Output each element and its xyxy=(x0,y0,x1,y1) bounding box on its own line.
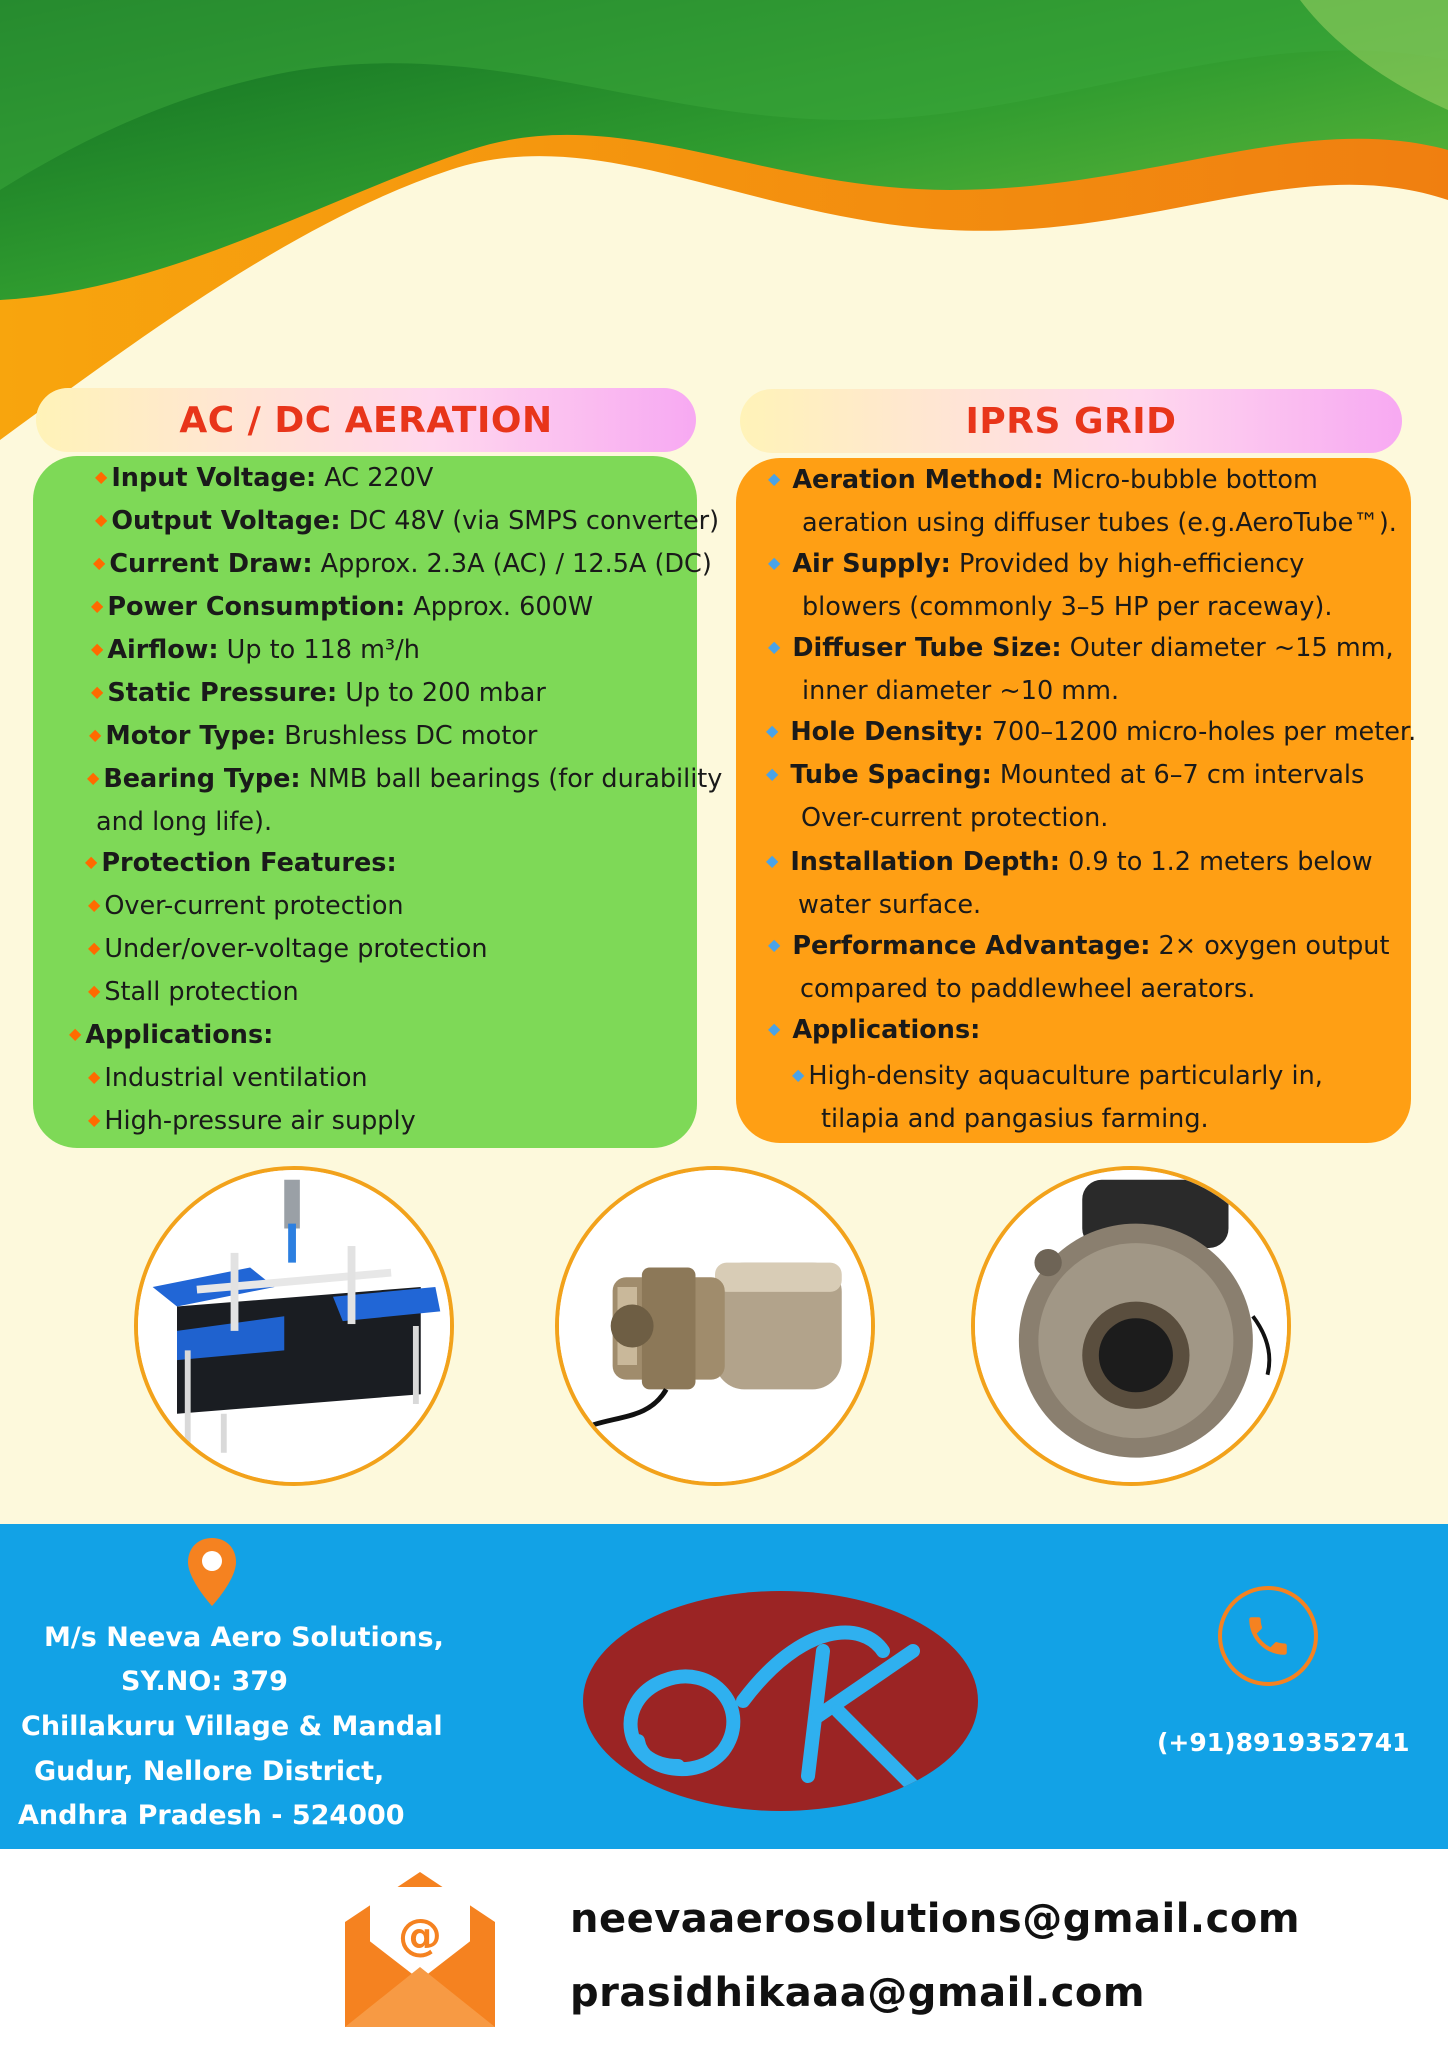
diamond-bullet-icon: ◆ xyxy=(766,851,779,870)
diamond-bullet-icon: ◆ xyxy=(768,553,781,572)
address-line-district: Gudur, Nellore District, xyxy=(34,1756,385,1787)
spec-row: ◆ Air Supply: Provided by high-efficiency xyxy=(768,549,1305,579)
spec-row-continued: compared to paddlewheel aerators. xyxy=(800,974,1256,1004)
diamond-bullet-icon: ◆ xyxy=(69,1024,82,1043)
ac-dc-spec-panel xyxy=(33,456,723,1148)
applications-heading: ◆ Applications: xyxy=(69,1020,274,1050)
spec-row: ◆ Bearing Type: NMB ball bearings (for durability xyxy=(87,764,723,794)
spec-row: ◆ Input Voltage: AC 220V xyxy=(95,463,434,493)
diamond-bullet-icon: ◆ xyxy=(768,1019,781,1038)
application-item: ◆ Industrial ventilation xyxy=(88,1063,368,1093)
spec-row: ◆ Output Voltage: DC 48V (via SMPS converter) xyxy=(95,506,720,536)
blower-motor-photo xyxy=(555,1166,875,1486)
ac-dc-title-pill xyxy=(36,388,696,452)
spec-row-continued: and long life). xyxy=(96,807,273,837)
diamond-bullet-icon: ◆ xyxy=(95,510,108,529)
diamond-bullet-icon: ◆ xyxy=(89,725,102,744)
diamond-bullet-icon: ◆ xyxy=(91,682,104,701)
spec-row: ◆ Power Consumption: Approx. 600W xyxy=(91,592,594,622)
diamond-bullet-icon: ◆ xyxy=(88,938,101,957)
spec-row-continued: water surface. xyxy=(798,890,982,920)
spec-row: ◆ Performance Advantage: 2× oxygen output xyxy=(768,931,1390,961)
ac-dc-title: AC / DC AERATION xyxy=(179,399,553,441)
protection-item: ◆ Over-current protection xyxy=(88,891,404,921)
diamond-bullet-icon: ◆ xyxy=(88,895,101,914)
email-secondary[interactable]: prasidhikaaa@gmail.com xyxy=(570,1970,1146,2016)
spec-row: ◆ Hole Density: 700–1200 micro-holes per meter. xyxy=(766,717,1417,747)
spec-row-continued: inner diameter ~10 mm. xyxy=(802,676,1120,706)
diamond-bullet-icon: ◆ xyxy=(87,768,100,787)
diamond-bullet-icon: ◆ xyxy=(88,981,101,1000)
iprs-title-pill xyxy=(740,389,1402,453)
application-item-continued: tilapia and pangasius farming. xyxy=(821,1104,1209,1134)
email-area xyxy=(0,1849,1448,2048)
phone-number[interactable]: (+91)8919352741 xyxy=(1157,1728,1410,1757)
address-line-company: M/s Neeva Aero Solutions, xyxy=(44,1622,444,1653)
applications-heading: ◆ Applications: xyxy=(768,1015,981,1045)
spec-row: ◆ Aeration Method: Micro-bubble bottom xyxy=(768,465,1318,495)
iprs-title: IPRS GRID xyxy=(965,400,1177,442)
spec-row: ◆ Installation Depth: 0.9 to 1.2 meters below xyxy=(766,847,1373,877)
diamond-bullet-icon: ◆ xyxy=(768,637,781,656)
spec-row-continued: Over-current protection. xyxy=(801,803,1109,833)
diamond-bullet-icon: ◆ xyxy=(85,852,98,871)
diamond-bullet-icon: ◆ xyxy=(792,1065,805,1084)
aerator-photo xyxy=(134,1166,454,1486)
spec-row: ◆ Diffuser Tube Size: Outer diameter ~15 mm, xyxy=(768,633,1394,663)
spec-row: ◆ Current Draw: Approx. 2.3A (AC) / 12.5A (DC) xyxy=(93,549,712,579)
at-sign-icon: @ xyxy=(398,1910,442,1961)
diamond-bullet-icon: ◆ xyxy=(93,553,106,572)
address-line-survey: SY.NO: 379 xyxy=(121,1666,288,1697)
email-primary[interactable]: neevaaerosolutions@gmail.com xyxy=(570,1896,1300,1942)
location-pin-icon xyxy=(186,1536,238,1608)
header-wave-decoration xyxy=(0,0,1448,450)
address-line-state: Andhra Pradesh - 524000 xyxy=(18,1800,405,1831)
blower-inlet-photo xyxy=(971,1166,1291,1486)
diamond-bullet-icon: ◆ xyxy=(766,721,779,740)
protection-item: ◆ Stall protection xyxy=(88,977,299,1007)
company-logo xyxy=(583,1591,978,1811)
spec-row-continued: blowers (commonly 3–5 HP per raceway). xyxy=(802,592,1333,622)
phone-icon xyxy=(1218,1586,1318,1686)
spec-row: ◆ Airflow: Up to 118 m³/h xyxy=(91,635,420,665)
diamond-bullet-icon: ◆ xyxy=(768,935,781,954)
diamond-bullet-icon: ◆ xyxy=(88,1110,101,1129)
diamond-bullet-icon: ◆ xyxy=(88,1067,101,1086)
protection-heading: ◆ Protection Features: xyxy=(85,848,397,878)
diamond-bullet-icon: ◆ xyxy=(91,596,104,615)
diamond-bullet-icon: ◆ xyxy=(91,639,104,658)
spec-row: ◆ Motor Type: Brushless DC motor xyxy=(89,721,538,751)
application-item: ◆ High-density aquaculture particularly in, xyxy=(792,1061,1323,1091)
diamond-bullet-icon: ◆ xyxy=(766,764,779,783)
iprs-spec-panel xyxy=(736,458,1417,1143)
diamond-bullet-icon: ◆ xyxy=(95,467,108,486)
spec-row-continued: aeration using diffuser tubes (e.g.AeroTube™). xyxy=(802,508,1397,538)
address-line-village: Chillakuru Village & Mandal xyxy=(21,1711,443,1742)
spec-row: ◆ Tube Spacing: Mounted at 6–7 cm intervals xyxy=(766,760,1365,790)
spec-row: ◆ Static Pressure: Up to 200 mbar xyxy=(91,678,546,708)
protection-item: ◆ Under/over-voltage protection xyxy=(88,934,488,964)
diamond-bullet-icon: ◆ xyxy=(768,469,781,488)
application-item: ◆ High-pressure air supply xyxy=(88,1106,416,1136)
